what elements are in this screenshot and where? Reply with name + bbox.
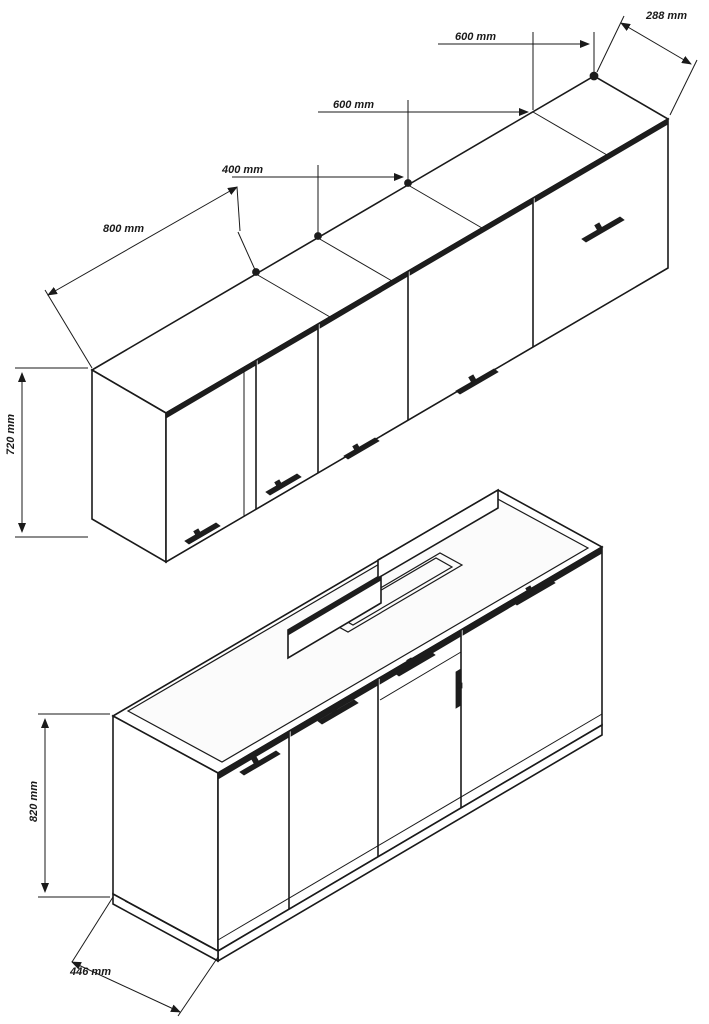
dim-400-label: 400 mm — [222, 164, 263, 176]
dim-600a-label: 600 mm — [455, 31, 496, 43]
ext-446-b — [178, 957, 218, 1016]
ext-800-a — [45, 290, 92, 368]
dim-line-288 — [621, 23, 691, 64]
ext-288-b — [670, 60, 697, 115]
dim-446-label: 446 mm — [70, 966, 111, 978]
base-door-handle-vertical — [456, 669, 462, 708]
ext-800-b — [238, 232, 256, 272]
base-cabinets-row — [113, 490, 602, 961]
dim-820-label: 820 mm — [28, 781, 40, 822]
ext-288-a — [597, 16, 624, 72]
dim-800-label: 800 mm — [103, 223, 144, 235]
ext-446-a — [72, 897, 113, 962]
dim-720-label: 720 mm — [5, 414, 17, 455]
dim-600b-label: 600 mm — [333, 99, 374, 111]
ext-800-c — [237, 187, 240, 231]
dim-line-800 — [48, 187, 237, 295]
dim-288-label: 288 mm — [646, 10, 687, 22]
wall-cabinets-row — [92, 72, 668, 562]
